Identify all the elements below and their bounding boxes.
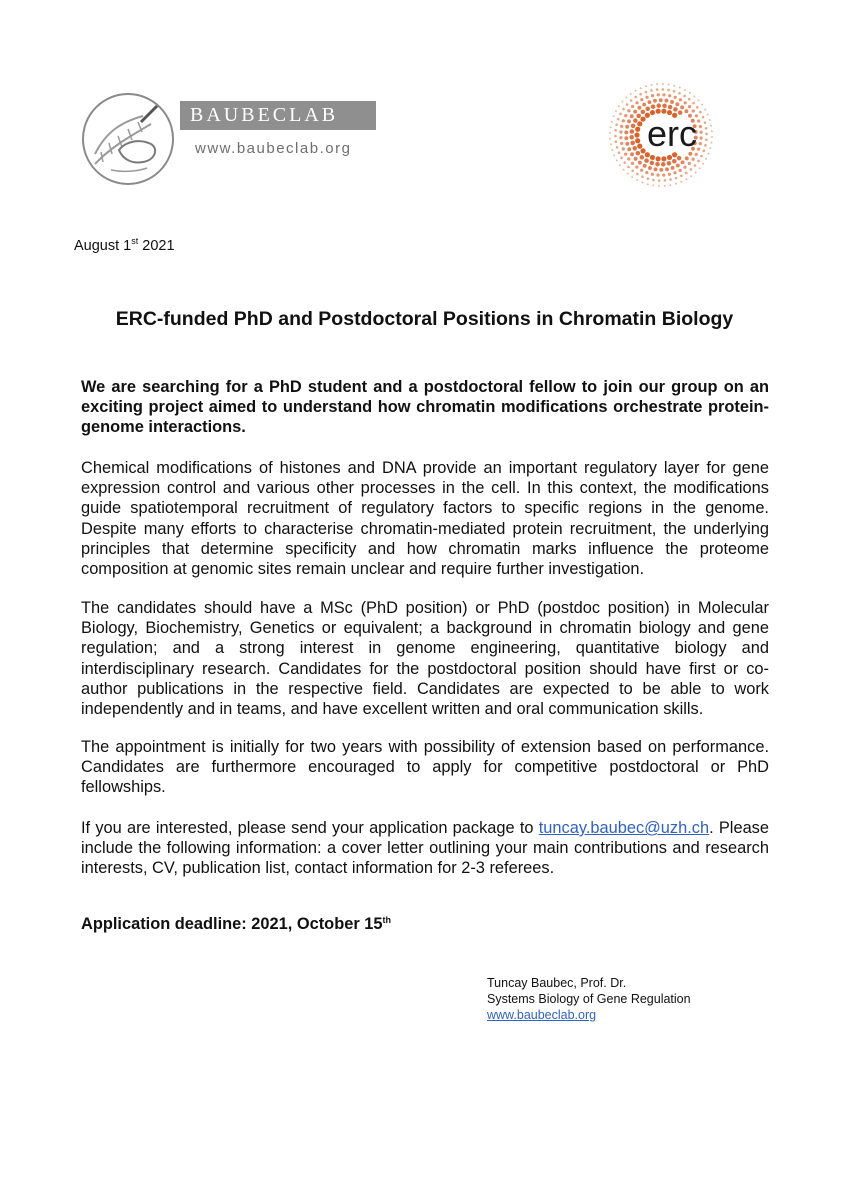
- erc-dot: [688, 105, 691, 108]
- erc-dot: [659, 98, 663, 102]
- erc-dot: [624, 114, 627, 117]
- erc-dot: [615, 140, 618, 143]
- erc-dot: [678, 92, 681, 95]
- erc-dot: [631, 169, 634, 172]
- erc-dot: [675, 102, 679, 106]
- erc-dot: [700, 155, 703, 158]
- erc-dot: [652, 179, 655, 182]
- erc-dot: [656, 156, 661, 161]
- erc-dot: [697, 148, 700, 151]
- erc-dot: [616, 159, 618, 161]
- erc-dot: [673, 85, 675, 87]
- erc-dot: [664, 185, 666, 187]
- erc-dot: [627, 109, 630, 112]
- erc-dot: [669, 184, 671, 186]
- erc-dot: [705, 133, 708, 136]
- erc-dot: [697, 119, 700, 122]
- erc-dot: [645, 85, 647, 87]
- erc-dot: [631, 176, 633, 178]
- lead-paragraph: We are searching for a PhD student and a postdoctoral fellow to join our group on an exciting project aimed to understand how chromatin modifications orchestrate protein-genome interactions.: [81, 378, 769, 437]
- erc-dot: [623, 161, 626, 164]
- erc-dot: [668, 94, 671, 97]
- erc-dot: [609, 132, 611, 134]
- erc-dot: [665, 167, 669, 171]
- erc-dot: [635, 101, 638, 104]
- erc-dot: [680, 105, 684, 109]
- erc-dot: [621, 101, 623, 103]
- page-title: ERC-funded PhD and Postdoctoral Positions in Chromatin Biology: [115, 308, 734, 330]
- erc-dot: [630, 99, 633, 102]
- erc-dot: [711, 136, 713, 138]
- erc-dot: [619, 164, 621, 166]
- erc-dot: [659, 168, 663, 172]
- erc-dot: [671, 166, 675, 170]
- erc-dot: [672, 159, 677, 164]
- erc-dot: [630, 152, 634, 156]
- erc-dot: [636, 173, 639, 176]
- erc-dot: [626, 103, 629, 106]
- erc-dot: [709, 119, 711, 121]
- erc-dot: [647, 100, 651, 104]
- erc-dot: [645, 96, 648, 99]
- erc-dot: [651, 94, 654, 97]
- erc-dot: [679, 87, 681, 89]
- erc-dot: [662, 88, 665, 91]
- erc-dot: [640, 116, 645, 121]
- erc-dot: [688, 162, 691, 165]
- erc-dot: [676, 164, 680, 168]
- erc-logo: [606, 80, 716, 190]
- erc-dot: [640, 98, 643, 101]
- deadline-ordinal: th: [382, 915, 391, 925]
- erc-dot: [704, 121, 707, 124]
- erc-dot: [699, 125, 702, 128]
- erc-dot: [679, 98, 682, 101]
- erc-dot: [620, 125, 623, 128]
- erc-dot: [618, 105, 620, 107]
- erc-dot: [637, 106, 641, 110]
- erc-dot: [609, 138, 611, 140]
- baubeclab-wordmark: [180, 101, 376, 130]
- erc-dot: [653, 99, 657, 103]
- erc-dot: [619, 113, 622, 116]
- erc-dot: [699, 136, 702, 139]
- erc-dot: [647, 177, 650, 180]
- erc-dot: [636, 151, 641, 156]
- erc-dot: [627, 119, 631, 123]
- erc-dot: [690, 175, 692, 177]
- erc-dot: [622, 147, 625, 150]
- erc-dot: [699, 111, 702, 114]
- date-ordinal: st: [131, 236, 139, 246]
- erc-dot: [645, 107, 650, 112]
- erc-dot: [699, 131, 702, 134]
- erc-dot: [658, 185, 660, 187]
- erc-dot: [627, 173, 629, 175]
- erc-dot: [618, 151, 621, 154]
- erc-dot: [662, 173, 665, 176]
- signature-name: Tuncay Baubec, Prof. Dr.: [487, 976, 627, 990]
- erc-dot: [673, 171, 676, 174]
- erc-dot: [640, 87, 642, 89]
- erc-dot: [637, 121, 642, 126]
- erc-dot: [702, 116, 705, 119]
- erc-dot: [640, 155, 645, 160]
- erc-dot: [634, 157, 638, 161]
- erc-dot: [610, 126, 612, 128]
- erc-dot: [673, 90, 676, 93]
- erc-dot: [705, 158, 707, 160]
- erc-dot: [624, 153, 627, 156]
- erc-dot: [614, 135, 617, 138]
- erc-dot: [674, 96, 677, 99]
- erc-dot: [684, 101, 687, 104]
- erc-dot: [633, 118, 638, 123]
- erc-dot: [651, 173, 654, 176]
- signature-url-link[interactable]: www.baubeclab.org: [487, 1008, 597, 1022]
- erc-dot: [635, 138, 640, 143]
- baubeclab-emblem: [81, 92, 175, 186]
- erc-dot: [619, 130, 622, 133]
- erc-dot: [630, 129, 635, 134]
- erc-dot: [667, 89, 670, 92]
- deadline-text: Application deadline: 2021, October 15: [81, 915, 383, 933]
- erc-dot: [630, 114, 634, 118]
- erc-dot: [622, 108, 625, 111]
- erc-dot: [635, 127, 640, 132]
- erc-dot: [685, 178, 687, 180]
- erc-dot: [699, 167, 701, 169]
- erc-dot: [641, 181, 643, 183]
- erc-dot: [702, 163, 704, 165]
- erc-dot: [694, 164, 697, 167]
- erc-dot: [611, 149, 613, 151]
- erc-dot: [650, 155, 655, 160]
- erc-dot: [636, 179, 638, 181]
- erc-dot: [641, 175, 644, 178]
- erc-dot: [710, 125, 712, 127]
- erc-dot: [648, 166, 652, 170]
- erc-dot: [661, 156, 666, 161]
- signature-block: [487, 975, 691, 1023]
- erc-dot: [651, 104, 656, 109]
- erc-dot: [662, 104, 667, 109]
- erc-dot: [680, 181, 682, 183]
- erc-dot: [634, 96, 637, 99]
- erc-dot: [637, 144, 642, 149]
- erc-dot: [693, 95, 695, 97]
- erc-dot: [680, 174, 683, 177]
- erc-dot: [656, 83, 658, 85]
- erc-dot: [640, 169, 643, 172]
- baubeclab-wordmark-text: BAUBECLAB: [190, 104, 339, 126]
- requirements-paragraph: The candidates should have a MSc (PhD position) or PhD (postdoc position) in Molecular Biology, Biochemistry, Genetics or equivalent; a background in chromatin biology and gene regulation; and a strong interest in genome engineering, quantitative biology and interdisciplinary research. Candidates for the postdoctoral position should have first or co-author publications in the respective field. Candidates are expected to be able to work independently and in teams, and have excellent written and oral communication skills.: [81, 599, 769, 719]
- erc-dot: [701, 104, 703, 106]
- erc-dot: [705, 138, 708, 141]
- application-text-end: . Please include the following information: a cover letter outlining your main contributions and research interests, CV, publication list, contact information for 2-3 referees.: [81, 819, 769, 878]
- application-paragraph: [81, 818, 769, 879]
- erc-dot: [651, 84, 653, 86]
- erc-dot: [627, 157, 630, 160]
- erc-dot: [619, 136, 622, 139]
- application-deadline: [81, 915, 391, 934]
- erc-dot: [704, 144, 707, 147]
- erc-dot: [641, 110, 646, 115]
- research-paragraph: Chemical modifications of histones and DNA provide an important regulatory layer for gene expression control and various other processes in the cell. In this context, the modifications guide spatiotemporal recruitment of regulatory factors to specific regions in the genome. Despite many efforts to characterise chromatin-mediated protein recruitment, the underlying principles that determine specificity and how chromatin marks influence the proteome composition at genomic sites remain unclear and require further investigation.: [81, 459, 769, 579]
- erc-dot: [689, 92, 691, 94]
- erc-dot: [656, 103, 661, 108]
- erc-dot: [630, 93, 632, 95]
- erc-dot: [684, 89, 686, 91]
- erc-dot: [662, 93, 665, 96]
- erc-dot: [710, 142, 712, 144]
- erc-dot: [690, 168, 693, 171]
- erc-dot: [654, 167, 658, 171]
- erc-dot: [627, 166, 630, 169]
- erc-dot: [664, 179, 667, 182]
- erc-dot: [645, 171, 648, 174]
- erc-dot: [692, 102, 695, 105]
- erc-dot: [691, 158, 694, 161]
- erc-dot: [633, 110, 637, 114]
- erc-dot: [673, 107, 678, 112]
- erc-logo-text: erc: [647, 113, 698, 154]
- erc-dot: [625, 125, 629, 129]
- erc-dot: [705, 127, 708, 130]
- erc-dot: [668, 105, 673, 110]
- erc-dot: [657, 93, 660, 96]
- erc-dot: [650, 89, 653, 92]
- erc-dot: [613, 115, 615, 117]
- erc-dot: [615, 110, 617, 112]
- erc-dot: [656, 88, 659, 91]
- erc-dot: [658, 179, 661, 182]
- erc-dot: [696, 106, 699, 109]
- appointment-paragraph: The appointment is initially for two years with possibility of extension based on performance. Candidates are furthermore encouraged to apply for competitive postdoctoral or PhD fellowships.: [81, 738, 769, 797]
- erc-dot: [614, 129, 617, 132]
- erc-dot: [667, 155, 672, 160]
- erc-dot: [623, 169, 625, 171]
- erc-dot: [702, 150, 705, 153]
- erc-dot: [624, 130, 628, 134]
- erc-dot: [661, 162, 666, 167]
- erc-dot: [625, 142, 629, 146]
- erc-dot: [704, 109, 706, 111]
- application-text-start: If you are interested, please send your application package to: [81, 819, 539, 837]
- erc-dot: [636, 114, 641, 119]
- erc-dot: [683, 95, 686, 98]
- erc-dot: [669, 178, 672, 181]
- erc-dot: [643, 164, 647, 168]
- erc-dot: [624, 136, 628, 140]
- erc-dot: [620, 157, 623, 160]
- erc-dot: [652, 184, 654, 186]
- erc-dot: [647, 183, 649, 185]
- erc-dot: [635, 165, 638, 168]
- erc-dot: [616, 146, 619, 149]
- erc-dot: [631, 105, 634, 108]
- erc-dot: [695, 171, 697, 173]
- erc-dot: [610, 143, 612, 145]
- email-link[interactable]: tuncay.baubec@uzh.ch: [538, 819, 710, 837]
- date-day: August 1: [74, 238, 132, 254]
- baubeclab-logo-url: www.baubeclab.org: [195, 140, 352, 157]
- erc-dot: [668, 173, 671, 176]
- erc-dot: [634, 132, 639, 137]
- erc-dot: [656, 173, 659, 176]
- erc-dot: [711, 130, 713, 132]
- erc-dot: [615, 123, 618, 126]
- erc-dot: [639, 93, 642, 96]
- erc-dot: [697, 99, 699, 101]
- erc-dot: [642, 103, 646, 107]
- erc-dot: [638, 161, 642, 165]
- erc-dot: [611, 121, 613, 123]
- erc-dot: [675, 177, 678, 180]
- erc-dot: [613, 154, 615, 156]
- erc-dot: [681, 160, 685, 164]
- erc-dot: [627, 147, 631, 151]
- erc-dot: [685, 156, 689, 160]
- erc-dot: [629, 135, 634, 140]
- letter-date: [74, 238, 175, 254]
- erc-dot: [630, 141, 635, 146]
- erc-dot: [677, 156, 682, 161]
- erc-dot: [707, 114, 709, 116]
- erc-dot: [707, 153, 709, 155]
- erc-dot: [635, 90, 637, 92]
- erc-dot: [645, 91, 648, 94]
- erc-dot: [650, 161, 655, 166]
- erc-dot: [668, 84, 670, 86]
- erc-dot: [667, 161, 672, 166]
- erc-dot: [622, 119, 625, 122]
- erc-dot: [664, 99, 668, 103]
- erc-dot: [631, 162, 634, 165]
- date-year: 2021: [138, 238, 175, 254]
- erc-dot: [640, 148, 645, 153]
- erc-dot: [709, 147, 711, 149]
- erc-dot: [675, 183, 677, 185]
- erc-dot: [683, 166, 686, 169]
- erc-dot: [631, 124, 636, 129]
- erc-dot: [620, 142, 623, 145]
- erc-dot: [685, 172, 688, 175]
- signature-group: Systems Biology of Gene Regulation: [487, 992, 691, 1006]
- erc-dot: [644, 158, 649, 163]
- erc-dot: [699, 142, 702, 145]
- erc-dot: [688, 98, 691, 101]
- erc-dot: [617, 118, 620, 121]
- erc-dot: [633, 146, 638, 151]
- erc-dot: [679, 169, 682, 172]
- erc-dot: [697, 160, 700, 163]
- erc-dot: [625, 97, 627, 99]
- erc-dot: [662, 83, 664, 85]
- erc-dot: [655, 162, 660, 167]
- erc-dot: [670, 100, 674, 104]
